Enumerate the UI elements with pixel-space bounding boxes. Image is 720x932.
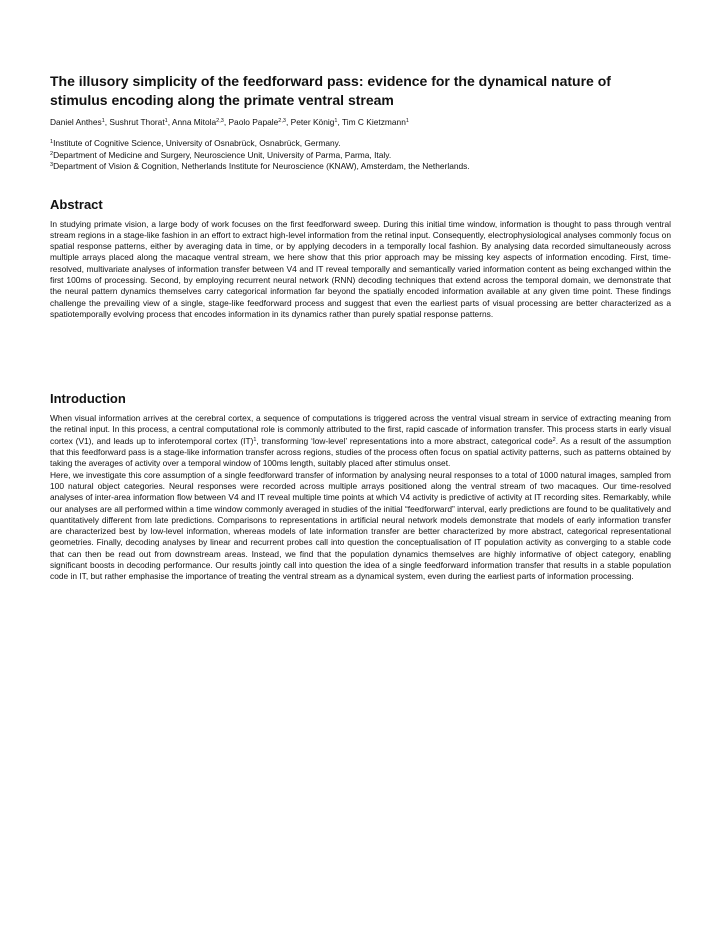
author-name: Peter König <box>290 117 335 127</box>
abstract-heading: Abstract <box>50 196 103 212</box>
author-list: Daniel Anthes$^1$, Sushrut Thorat$^1$, Anna Mitola$^{2,3}$, Paolo Papale$^{2,3}$, Peter König$^1$, Tim C Kietzmann$^1$ <box>50 117 409 127</box>
paper-title: The illusory simplicity of the feedforward pass: evidence for the dynamical nature of stimulus encoding along the primate ventral stream <box>50 73 611 108</box>
author-name: Anna Mitola <box>171 117 217 127</box>
author-affil-mark: 1 <box>405 118 409 124</box>
citation-mark: 2 <box>552 436 556 443</box>
introduction-paragraph-1 <box>50 413 671 469</box>
introduction-paragraph-2: Here, we investigate this core assumption of a single feedforward transfer of information by analysing neural responses to a total of 1000 natural images, sampled from 100 natural object categories. Neural responses were recorded across multiple arrays positioned along the ventral stream of two macaques. Our time-resolved analyses of inter-area information flow between V4 and IT reveal multiple time points at which V4 activity is predictive of activity at IT recording sites. Remarkably, while our analyses are all performed within a time window commonly averaged in studies of the initial “feedforward” interval, early predictions are found to be qualitatively and quantitatively different from late predictions. Comparisons to representations in artificial neural network models demonstrate that models of early information transfer are characterized best by low-level information, whereas models of late information transfer are better characterized by more abstract, categorical representational geometries. Finally, decoding analyses by linear and recurrent probes call into question the conceptualisation of IT population activity as converging to a stable code that can then be read out from downstream areas. Instead, we find that the population dynamics themselves are highly informative of object category, enabling significant boosts in decoding performance. Our results jointly call into question the idea of a single feedforward information transfer that results in a stable population code in IT, but rather emphasise the importance of treating the ventral stream as a dynamical system, even during the earliest parts of information processing. <box>50 469 671 582</box>
affiliation <box>50 161 671 173</box>
abstract-text: In studying primate vision, a large body of work focuses on the first feedforward sweep. During this initial time window, information is thought to pass through ventral stream regions in a stage-like fashion in an effort to extract high-level information from the retinal input. Consequently, electrophysiological analyses commonly focus on spatial response patterns, either by averaging data in time, or by applying decoders in a temporally local fashion. By analysing data recorded simultaneously across multiple arrays placed along the macaque ventral stream, we here show that this prior approach may be missing key aspects of information encoding. First, time-resolved, multivariate analyses of information transfer between V4 and IT reveal temporally and semantically varied information content as being exchanged within the first 100ms of processing. Second, by employing recurrent neural network (RNN) decoding techniques that extend across the temporal domain, we demonstrate that the neural pattern dynamics themselves carry categorical information far beyond the spatially encoded information available at any given time point. These findings challenge the prevailing view of a single, stage-like feedforward process and suggest that even the earliest parts of visual processing are better characterized as a spatiotemporally evolving process that encodes information in its dynamics rather than purely spatial response patterns. <box>50 218 671 319</box>
paper-page <box>50 72 671 583</box>
author-name: Paolo Papale <box>228 117 279 127</box>
author-affil-mark: 2,3 <box>216 118 224 124</box>
affiliation-mark: 1 <box>50 139 54 145</box>
introduction-section <box>50 391 671 582</box>
abstract-section <box>50 197 671 321</box>
author-affil-mark: 1 <box>101 118 105 124</box>
author-name: Tim C Kietzmann <box>341 117 406 127</box>
paragraph-text: When visual information arrives at the cerebral cortex, a sequence of computations is triggered across the ventral visual stream in service of extracting meaning from the retinal input. In this process, a central computational role is commonly attributed to the first, rapid cascade of information transfer. This process starts in early visual cortex (V1), and leads up to inferotemporal cortex (IT) <box>50 413 671 446</box>
citation-mark: 1 <box>253 436 257 443</box>
author-affil-mark: 1 <box>164 118 168 124</box>
affiliation <box>50 150 671 162</box>
affiliation <box>50 138 671 150</box>
affiliation-text: Department of Vision & Cognition, Netherlands Institute for Neuroscience (KNAW), Amsterdam, the Netherlands. <box>53 161 470 171</box>
affiliation-text: Department of Medicine and Surgery, Neuroscience Unit, University of Parma, Parma, Italy. <box>53 149 392 160</box>
affiliation-list <box>50 138 671 173</box>
author-affil-mark: 1 <box>334 118 338 124</box>
affiliation-mark: 2 <box>50 150 54 157</box>
author-name: Daniel Anthes <box>50 117 102 127</box>
affiliation-text: Institute of Cognitive Science, University of Osnabrück, Osnabrück, Germany. <box>53 138 341 148</box>
affiliation-mark: 3 <box>50 162 54 168</box>
paragraph-text: . As a result of the assumption that this feedforward pass is a stage-like information transfer across regions, studies of the process often focus on spatial activity patterns, such as patterns obtained by taking the averages of activity over a temporal window of 100ms length, suitably placed after stimulus onset. <box>50 435 671 469</box>
author-name: Sushrut Thorat <box>109 117 165 127</box>
introduction-heading: Introduction <box>50 391 126 407</box>
paragraph-text: , transforming ‘low-level’ representations into a more abstract, categorical code <box>256 435 553 446</box>
author-affil-mark: 2,3 <box>278 118 286 124</box>
